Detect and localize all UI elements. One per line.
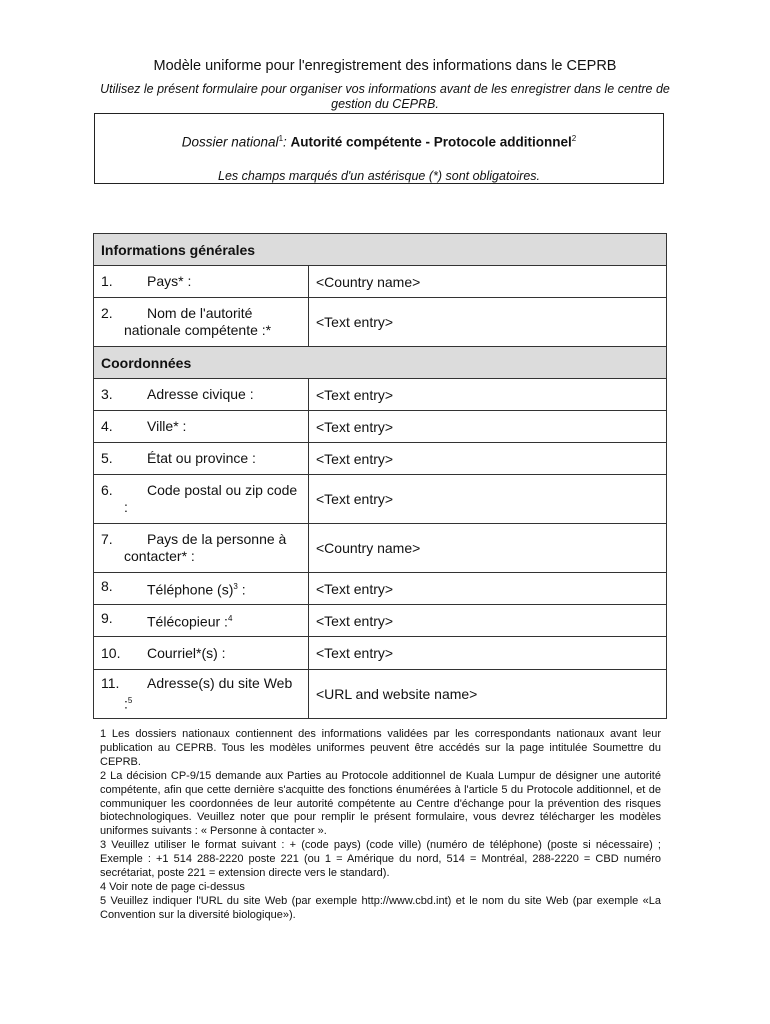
field-label-text bbox=[101, 610, 301, 631]
field-label-text: État ou province : bbox=[147, 450, 256, 466]
footnote-2: 2 La décision CP-9/15 demande aux Parties au Protocole additionnel de Kuala Lumpur de désigner une autorité compétente, afin que cette dernière s'acquitte des fonctions énumérées à l'article 5 du Protocole additionnel, et de communiquer les coordonnées de leur autorité compétente au Centre d'échange pour la prévention des risques biotechnologiques. Veuillez noter que pour remplir le présent formulaire, vous devrez télécharger les modèles uniformes suivants : « Personne à contacter ». bbox=[100, 769, 661, 838]
field-label-text: Ville* : bbox=[147, 418, 187, 434]
field-label-state-province bbox=[94, 443, 309, 475]
field-number: 6. bbox=[101, 482, 113, 498]
section-heading-general: Informations générales bbox=[94, 234, 667, 266]
field-number: 2. bbox=[101, 305, 113, 321]
field-number: 11. bbox=[101, 675, 120, 692]
footnote-5: 5 Veuillez indiquer l'URL du site Web (par exemple http://www.cbd.int) et le nom du site Web (par exemple «La Convention sur la diversité biologique»). bbox=[100, 894, 661, 921]
table-row bbox=[94, 443, 667, 475]
footnote-ref-1[interactable]: 1 bbox=[278, 134, 284, 143]
field-label-postal-code bbox=[94, 475, 309, 524]
fax-field[interactable]: <Text entry> bbox=[309, 605, 667, 637]
dossier-heading bbox=[95, 134, 663, 150]
city-field[interactable]: <Text entry> bbox=[309, 411, 667, 443]
field-number: 10. bbox=[101, 644, 121, 661]
section-heading-contact: Coordonnées bbox=[94, 347, 667, 379]
field-number: 5. bbox=[101, 450, 113, 466]
table-row bbox=[94, 524, 667, 573]
footnote-3: 3 Veuillez utiliser le format suivant : + (code pays) (code ville) (numéro de téléphone) (poste si nécessaire) ; Exemple : +1 514 288-2220 poste 221 (ou 1 = Amérique du nord, 514 = Montréal, 288-2220 = CBD numéro secrétariat, poste 221 = extension directe vers le standard). bbox=[100, 839, 661, 880]
field-label-country bbox=[94, 266, 309, 298]
field-label-phone bbox=[94, 573, 309, 605]
street-address-field[interactable]: <Text entry> bbox=[309, 379, 667, 411]
field-number: 7. bbox=[101, 531, 113, 547]
table-row bbox=[94, 573, 667, 605]
form-subtitle: Utilisez le présent formulaire pour organiser vos informations avant de les enregistrer dans le centre de gestion du CEPRB. bbox=[100, 82, 670, 111]
footnote-ref-4[interactable]: 4 bbox=[227, 614, 233, 624]
section-row-general bbox=[94, 234, 667, 266]
field-number: 1. bbox=[101, 273, 113, 289]
field-label-email bbox=[94, 637, 309, 670]
dossier-header-box bbox=[94, 113, 664, 184]
field-label-text: Pays* : bbox=[147, 273, 192, 289]
field-label-text: Courriel*(s) : bbox=[147, 644, 226, 661]
table-row bbox=[94, 637, 667, 670]
section-row-contact bbox=[94, 347, 667, 379]
phone-label: Téléphone (s) bbox=[147, 581, 234, 598]
field-label-text bbox=[101, 675, 301, 713]
table-row bbox=[94, 411, 667, 443]
postal-code-field[interactable]: <Text entry> bbox=[309, 475, 667, 524]
field-label-text: Nom de l'autorité nationale compétente :* bbox=[124, 305, 272, 338]
website-field[interactable]: <URL and website name> bbox=[309, 670, 667, 719]
field-label-text: Pays de la personne à contacter* : bbox=[124, 531, 287, 564]
field-label-text bbox=[101, 578, 301, 599]
footnote-1: 1 Les dossiers nationaux contiennent des informations validées par les correspondants nationaux avant leur publication au CEPRB. Tous les modèles uniformes peuvent être accédés sur la page intitulée Soumettre du CEPRB. bbox=[100, 728, 661, 768]
table-row bbox=[94, 298, 667, 347]
footnote-4: 4 Voir note de page ci-dessus bbox=[100, 880, 245, 893]
dossier-title: Autorité compétente - Protocole additionnel bbox=[290, 134, 572, 150]
contact-country-field[interactable]: <Country name> bbox=[309, 524, 667, 573]
field-label-street-address bbox=[94, 379, 309, 411]
registration-form-table bbox=[93, 233, 667, 719]
field-number: 3. bbox=[101, 386, 113, 402]
phone-label-colon: : bbox=[237, 581, 246, 598]
footnote-ref-5[interactable]: 5 bbox=[127, 696, 133, 706]
field-number: 9. bbox=[101, 610, 113, 627]
field-label-authority-name bbox=[94, 298, 309, 347]
field-number: 4. bbox=[101, 418, 113, 434]
field-label-text: Adresse civique : bbox=[147, 386, 254, 402]
authority-name-field[interactable]: <Text entry> bbox=[309, 298, 667, 347]
field-label-fax bbox=[94, 605, 309, 637]
field-label-website bbox=[94, 670, 309, 719]
dossier-colon: : bbox=[283, 134, 291, 150]
field-number: 8. bbox=[101, 578, 113, 595]
footnotes bbox=[100, 728, 661, 923]
table-row bbox=[94, 605, 667, 637]
website-label: Adresse(s) du site Web : bbox=[124, 675, 293, 712]
email-field[interactable]: <Text entry> bbox=[309, 637, 667, 670]
required-fields-note: Les champs marqués d'un astérisque (*) sont obligatoires. bbox=[218, 169, 540, 183]
footnote-ref-2[interactable]: 2 bbox=[571, 134, 577, 143]
fax-label: Télécopieur : bbox=[147, 613, 228, 630]
table-row bbox=[94, 670, 667, 719]
table-row bbox=[94, 379, 667, 411]
country-field[interactable]: <Country name> bbox=[309, 266, 667, 298]
footnote-ref-3[interactable]: 3 bbox=[233, 582, 238, 592]
field-label-text: Code postal ou zip code : bbox=[124, 482, 298, 515]
field-label-contact-country bbox=[94, 524, 309, 573]
table-row bbox=[94, 266, 667, 298]
phone-field[interactable]: <Text entry> bbox=[309, 573, 667, 605]
field-label-city bbox=[94, 411, 309, 443]
state-province-field[interactable]: <Text entry> bbox=[309, 443, 667, 475]
dossier-label: Dossier national bbox=[181, 134, 279, 150]
table-row bbox=[94, 475, 667, 524]
form-title: Modèle uniforme pour l'enregistrement des informations dans le CEPRB bbox=[153, 58, 617, 74]
